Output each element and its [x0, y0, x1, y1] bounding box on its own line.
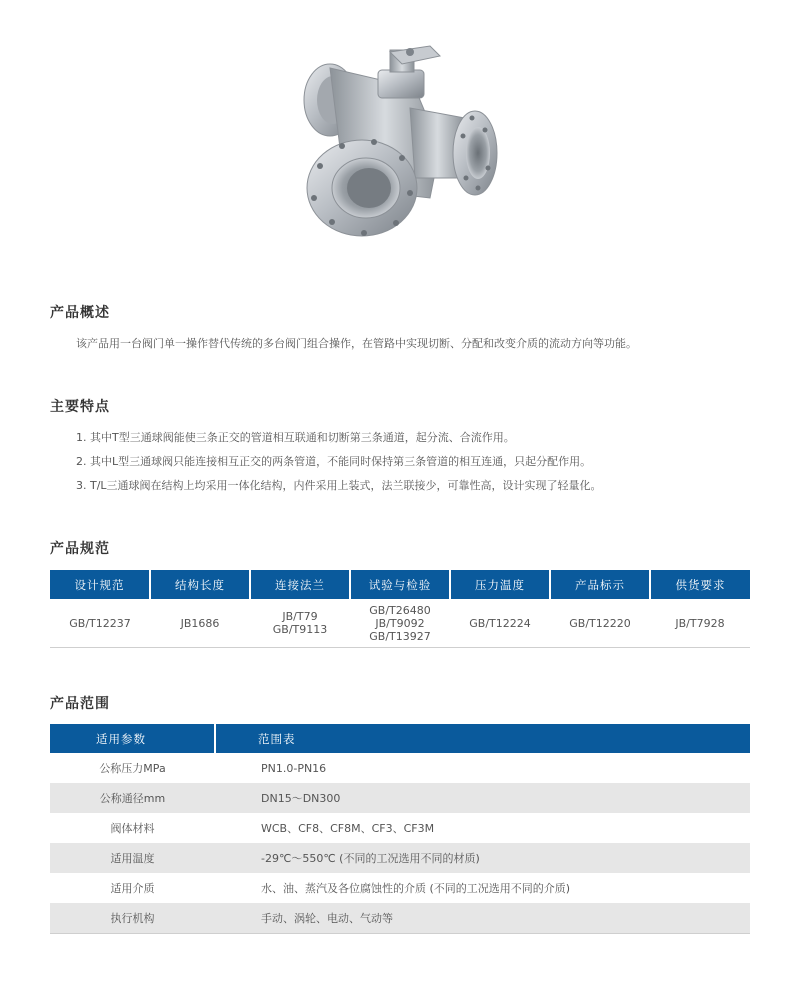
specs-header-cell: 产品标示: [550, 570, 650, 599]
range-param: 公称压力MPa: [99, 762, 166, 775]
range-row: [50, 813, 750, 843]
range-row: [50, 903, 750, 934]
range-header-row: [50, 724, 750, 753]
overview-title: 产品概述: [50, 305, 110, 321]
spec-marking: GB/T12220: [550, 599, 650, 648]
range-row: [50, 753, 750, 783]
features-list: [76, 430, 602, 502]
specs-header-row: [50, 570, 750, 599]
specs-header-cell: 结构长度: [150, 570, 250, 599]
spec-design: GB/T12237: [50, 599, 150, 648]
spec-flange-line: JB/T79: [282, 610, 318, 623]
range-value: WCB、CF8、CF8M、CF3、CF3M: [261, 822, 435, 835]
feature-item: 2. 其中L型三通球阀只能连接相互正交的两条管道，不能同时保持第三条管道的相互连通，只起分配作用。: [76, 455, 592, 468]
spec-test: [350, 599, 450, 648]
three-way-ball-valve-image: [290, 38, 510, 248]
specs-header-cell: 供货要求: [650, 570, 750, 599]
spec-test-line: GB/T13927: [369, 629, 431, 643]
overview-text: 该产品用一台阀门单一操作替代传统的多台阀门组合操作，在管路中实现切断、分配和改变介质的流动方向等功能。: [76, 337, 637, 350]
range-value: PN1.0-PN16: [261, 761, 327, 775]
range-value: 水、油、蒸汽及各位腐蚀性的介质 (不同的工况选用不同的介质): [261, 882, 571, 895]
range-row: [50, 843, 750, 873]
feature-item: 3. T/L三通球阀在结构上均采用一体化结构，内件采用上装式，法兰联接少，可靠性高，设计实现了轻量化。: [76, 479, 602, 492]
spec-flange: [250, 599, 350, 648]
specs-row: [50, 599, 750, 648]
range-title: 产品范围: [50, 696, 110, 712]
range-header-param: 适用参数: [50, 724, 215, 753]
spec-pressure-temp: GB/T12224: [450, 599, 550, 648]
range-value: DN15～DN300: [215, 783, 750, 813]
range-header-value: 范围表: [215, 724, 750, 753]
range-param: 适用温度: [50, 843, 215, 873]
range-param: 适用介质: [110, 882, 155, 895]
range-row: [50, 783, 750, 813]
features-title: 主要特点: [50, 399, 110, 415]
spec-flange-line: GB/T9113: [272, 623, 328, 636]
specs-title: 产品规范: [50, 541, 110, 557]
feature-item: 1. 其中T型三通球阀能使三条正交的管道相互联通和切断第三条通道，起分流、合流作用。: [76, 431, 515, 444]
range-table: [50, 724, 750, 934]
specs-table: [50, 570, 750, 648]
spec-supply: JB/T7928: [650, 599, 750, 648]
range-param: 执行机构: [50, 903, 215, 934]
spec-test-line: GB/T26480: [369, 603, 431, 617]
specs-header-cell: 设计规范: [50, 570, 150, 599]
specs-header-cell: 试验与检验: [350, 570, 450, 599]
spec-length: JB1686: [150, 599, 250, 648]
spec-test-line: JB/T9092: [375, 616, 425, 630]
range-value: 手动、涡轮、电动、气动等: [215, 903, 750, 934]
range-value: -29℃～550℃ (不同的工况选用不同的材质): [215, 843, 750, 873]
specs-header-cell: 压力温度: [450, 570, 550, 599]
range-param: 阀体材料: [110, 822, 155, 835]
specs-header-cell: 连接法兰: [250, 570, 350, 599]
range-row: [50, 873, 750, 903]
range-param: 公称通径mm: [50, 783, 215, 813]
